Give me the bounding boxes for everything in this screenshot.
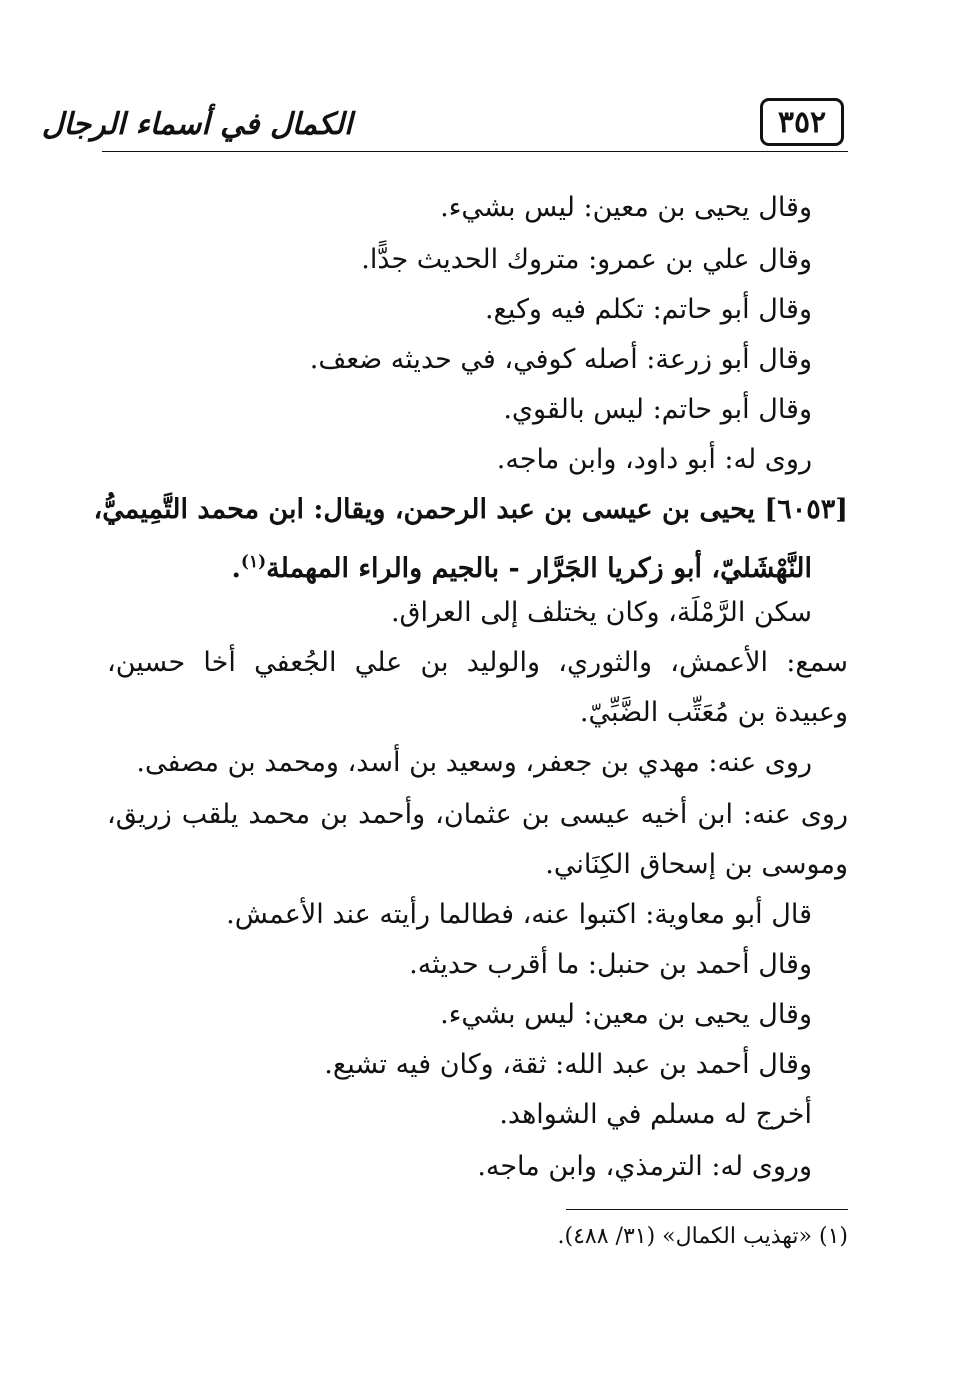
entry-heading-line-1: [٦٠٥٣] يحيى بن عيسى بن عبد الرحمن، ويقال: ابن محمد التَّمِيميُّ،: [93, 494, 848, 525]
text-line: وقال يحيى بن معين: ليس بشيء.: [440, 192, 812, 223]
text-line: وقال علي بن عمرو: متروك الحديث جدًّا.: [361, 244, 812, 275]
entry-heading-line-2: [232, 537, 812, 587]
text-line: وقال أبو حاتم: تكلم فيه وكيع.: [484, 294, 812, 325]
footnote-divider: [566, 1209, 848, 1210]
text-line: وقال أحمد بن حنبل: ما أقرب حديثه.: [409, 949, 812, 980]
text-line: روى عنه: ابن أخيه عيسى بن عثمان، وأحمد بن محمد يلقب زريق،: [107, 799, 848, 830]
text-line: وعبيدة بن مُعَتِّب الضَّبِّيّ.: [579, 697, 848, 728]
text-line: وروى له: الترمذي، وابن ماجه.: [477, 1151, 812, 1182]
page-number: [760, 98, 844, 146]
running-title: الكمال في أسماء الرجال: [41, 106, 353, 142]
text-line: وقال أبو حاتم: ليس بالقوي.: [503, 394, 812, 425]
text-line: قال أبو معاوية: اكتبوا عنه، فطالما رأيته عند الأعمش.: [226, 899, 812, 930]
text-line: سكن الرَّمْلَة، وكان يختلف إلى العراق.: [390, 597, 812, 628]
footnote: (١) «تهذيب الكمال» (٣١/ ٤٨٨).: [557, 1224, 848, 1249]
text-line: روى عنه: مهدي بن جعفر، وسعيد بن أسد، ومحمد بن مصفى.: [136, 747, 812, 778]
text-line: وقال يحيى بن معين: ليس بشيء.: [440, 999, 812, 1030]
page-number-text: ٣٥٢: [777, 104, 827, 140]
header-divider: [102, 151, 848, 152]
footnote-marker: (١): [240, 552, 267, 572]
text-line: وموسى بن إسحاق الكِنَاني.: [545, 849, 848, 880]
text-line: أخرج له مسلم في الشواهد.: [499, 1099, 812, 1130]
text-line: سمع: الأعمش، والثوري، والوليد بن علي الجُعفي أخا حسين،: [107, 647, 848, 678]
entry-heading-text: النَّهْشَليّ، أبو زكريا الجَرَّار - بالجيم والراء المهملة: [266, 553, 812, 584]
text-line: وقال أبو زرعة: أصله كوفي، في حديثه ضعف.: [309, 344, 812, 375]
text-line: وقال أحمد بن عبد الله: ثقة، وكان فيه تشيع.: [324, 1049, 812, 1080]
text-line: روى له: أبو داود، وابن ماجه.: [496, 444, 812, 475]
entry-heading-end: .: [231, 553, 241, 584]
